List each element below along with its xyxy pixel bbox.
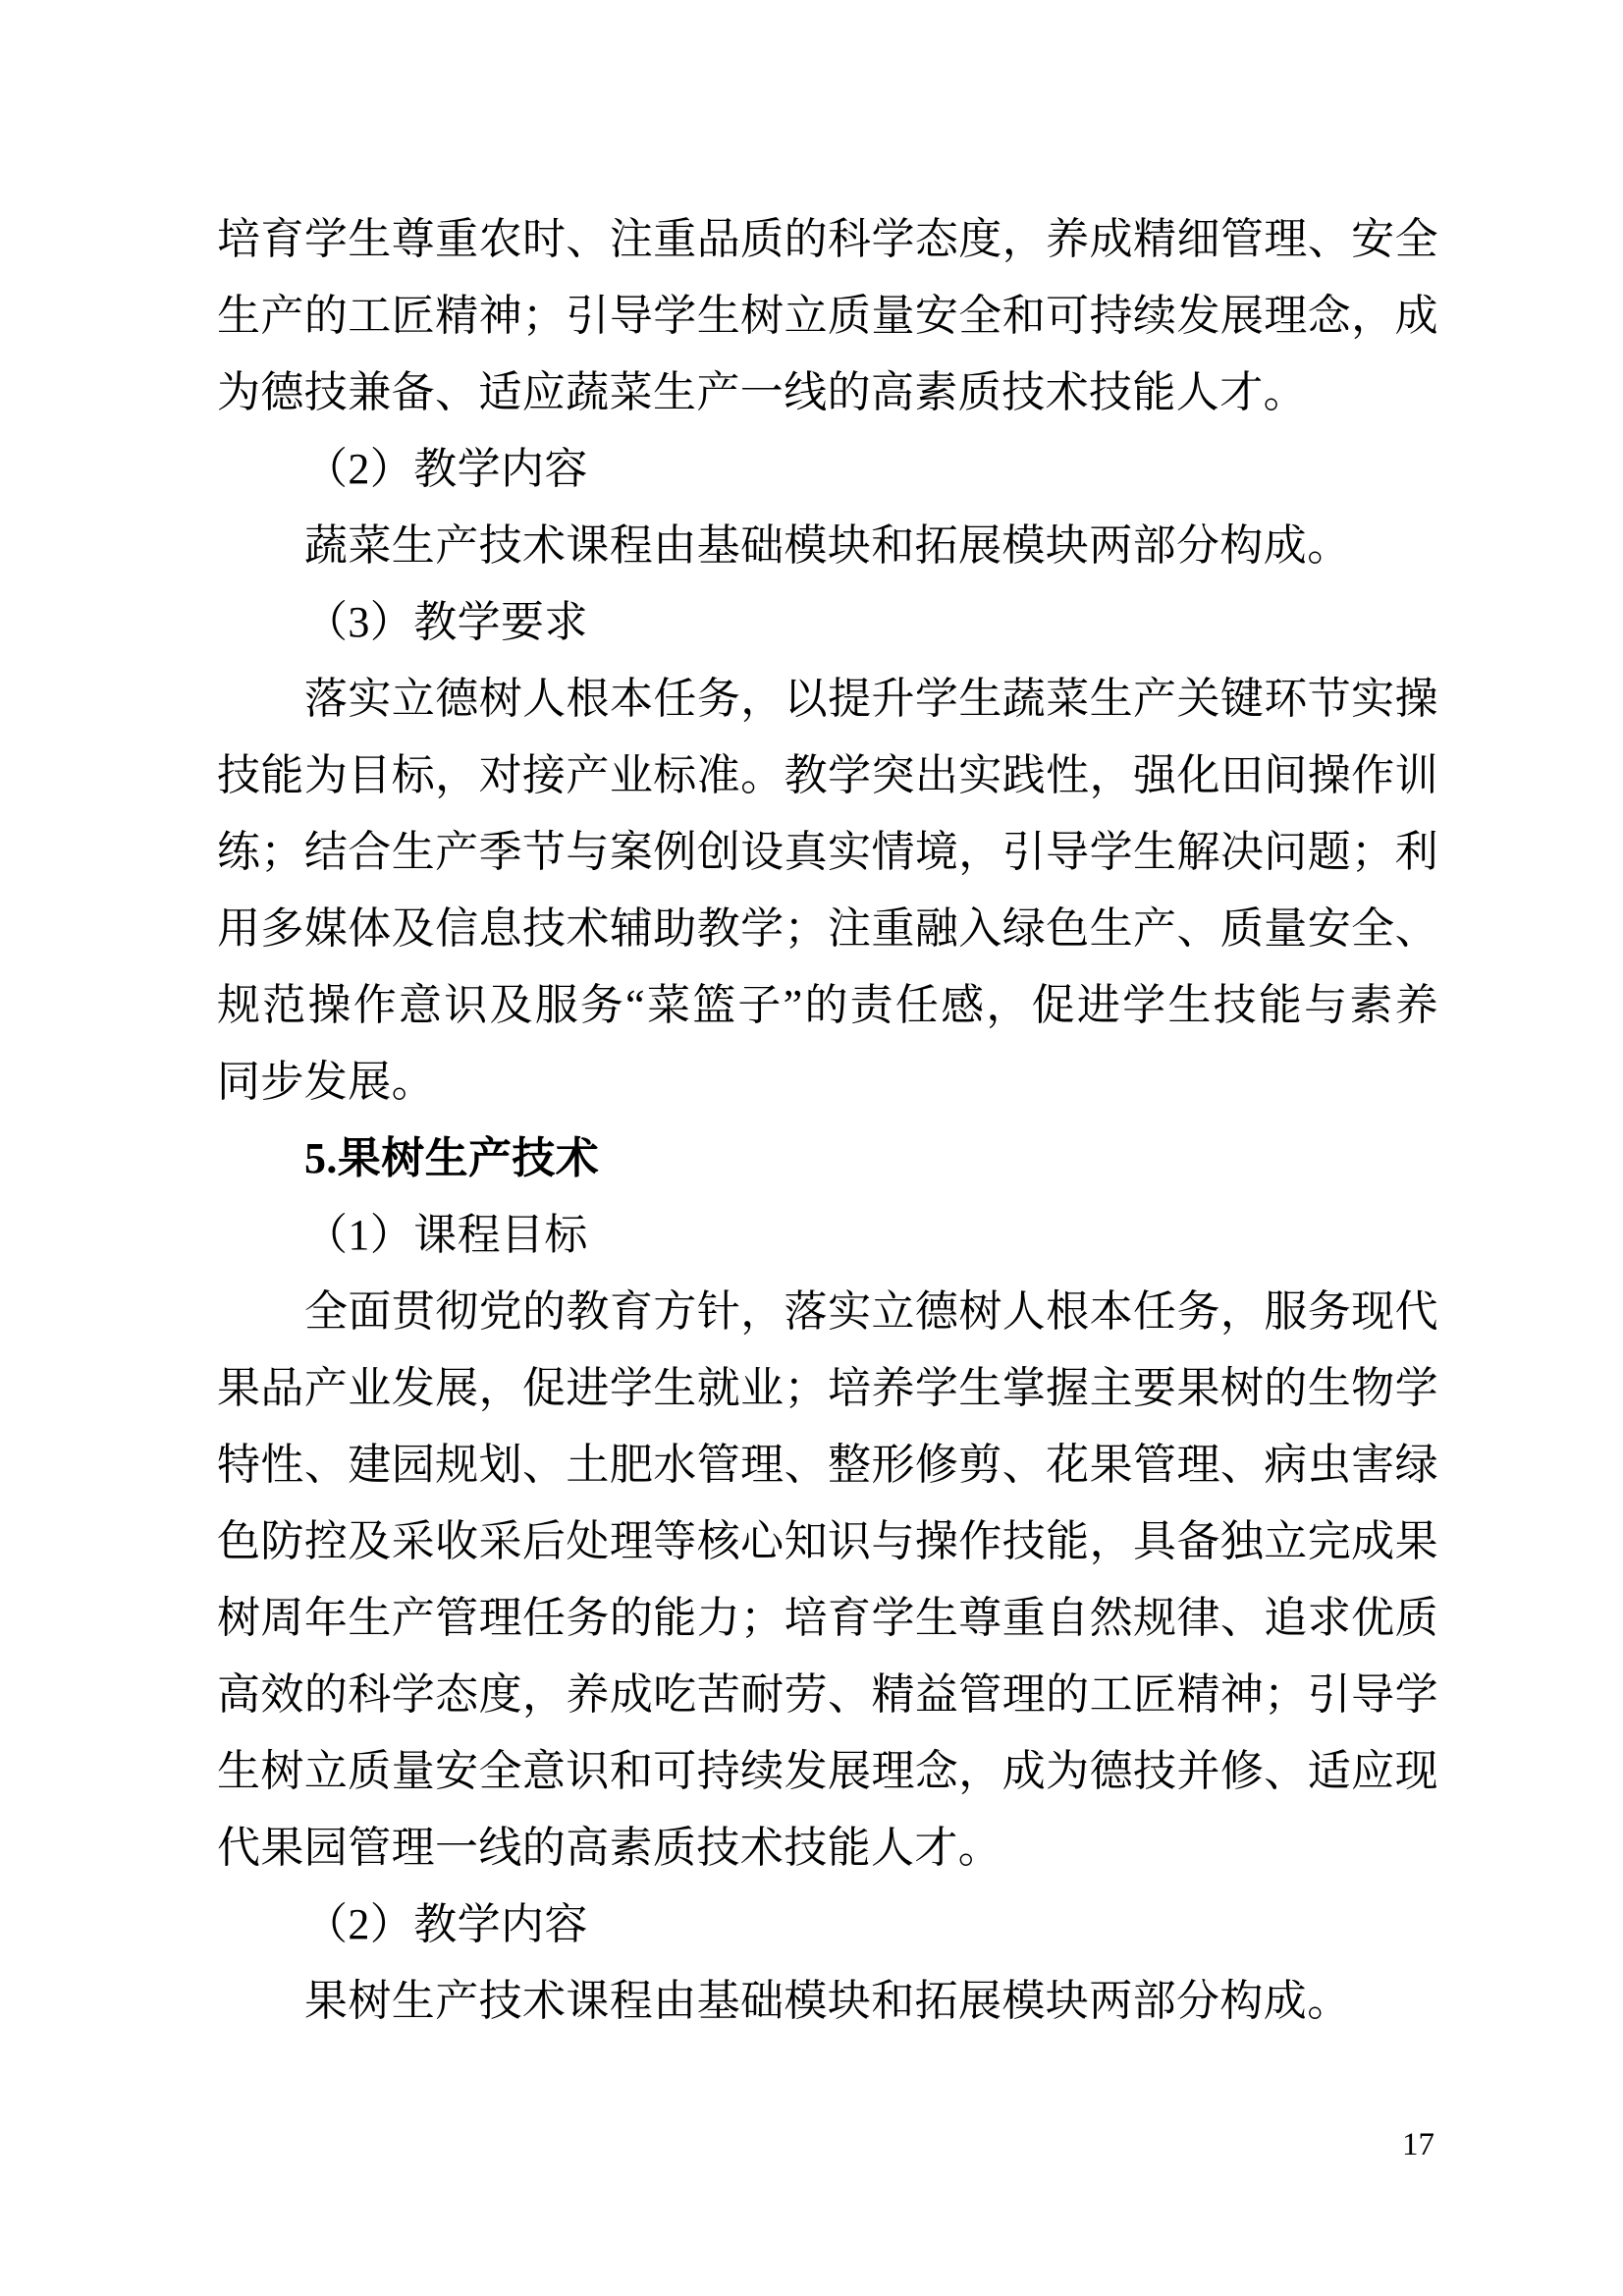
text-line: 练；结合生产季节与案例创设真实情境，引导学生解决问题；利 — [217, 828, 1438, 876]
text-line: 用多媒体及信息技术辅助教学；注重融入绿色生产、质量安全、 — [217, 904, 1438, 953]
text-line: （2）教学内容 — [304, 445, 588, 493]
text-line: 果树生产技术课程由基础模块和拓展模块两部分构成。 — [304, 1977, 1351, 2025]
text-line: 蔬菜生产技术课程由基础模块和拓展模块两部分构成。 — [304, 521, 1351, 570]
text-line: 培育学生尊重农时、注重品质的科学态度，养成精细管理、安全 — [217, 215, 1438, 263]
text-line: 代果园管理一线的高素质技术技能人才。 — [217, 1824, 1002, 1872]
text-line: 全面贯彻党的教育方针，落实立德树人根本任务，服务现代 — [304, 1287, 1438, 1336]
text-line: （1）课程目标 — [304, 1211, 588, 1259]
text-line: 高效的科学态度，养成吃苦耐劳、精益管理的工匠精神；引导学 — [217, 1670, 1438, 1719]
text-line: 色防控及采收采后处理等核心知识与操作技能，具备独立完成果 — [217, 1517, 1438, 1565]
text-line: 树周年生产管理任务的能力；培育学生尊重自然规律、追求优质 — [217, 1594, 1438, 1642]
text-line: 规范操作意识及服务“菜篮子”的责任感，促进学生技能与素养 — [217, 981, 1438, 1029]
text-line: 生树立质量安全意识和可持续发展理念，成为德技并修、适应现 — [217, 1747, 1438, 1795]
section-heading: 5.果树生产技术 — [304, 1134, 600, 1182]
text-line: 特性、建园规划、土肥水管理、整形修剪、花果管理、病虫害绿 — [217, 1441, 1438, 1489]
text-line: （3）教学要求 — [304, 598, 588, 646]
text-line: 果品产业发展，促进学生就业；培养学生掌握主要果树的生物学 — [217, 1364, 1438, 1412]
text-line: 落实立德树人根本任务，以提升学生蔬菜生产关键环节实操 — [304, 675, 1438, 723]
text-line: 同步发展。 — [217, 1058, 435, 1106]
page-number: 17 — [1402, 2127, 1434, 2162]
text-line: 生产的工匠精神；引导学生树立质量安全和可持续发展理念，成 — [217, 292, 1438, 340]
text-block — [217, 201, 1438, 2040]
text-line: （2）教学内容 — [304, 1900, 588, 1948]
text-line: 技能为目标，对接产业标准。教学突出实践性，强化田间操作训 — [217, 751, 1438, 799]
text-line: 为德技兼备、适应蔬菜生产一线的高素质技术技能人才。 — [217, 368, 1307, 416]
